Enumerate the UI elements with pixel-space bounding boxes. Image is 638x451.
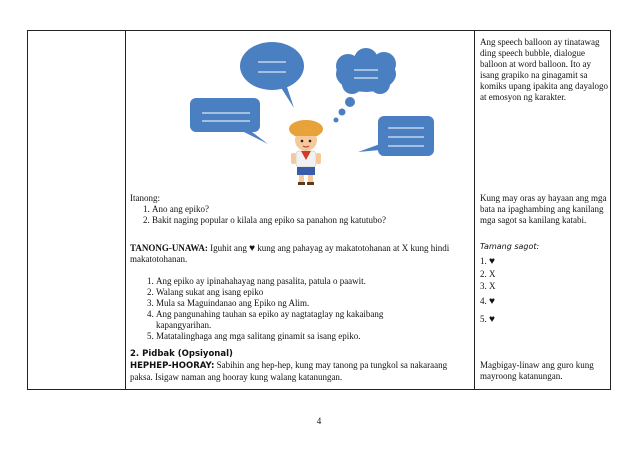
top-bubble-tail [280, 84, 294, 108]
speech-bubble-illustration [188, 36, 448, 196]
tanong-unawa-label: TANONG-UNAWA: [130, 243, 208, 253]
statement-item: 4. Ang pangunahing tauhan sa epiko ay nagtataglay ng kakaibang kapangyarihan. [156, 309, 386, 331]
answer-item: 4. ♥ [480, 296, 495, 307]
pidbak-label: 2. Pidbak (Opsiyonal) [130, 349, 233, 359]
column-divider-1 [125, 31, 126, 389]
speech-balloon-note: Ang speech balloon ay tinatawag ding speech bubble, dialogue balloon at word balloon. Ito ay isang grapiko na ginagamit sa komiks upang ipakita ang dayalogo at emosyon ng karakter. [480, 37, 608, 102]
hephep-label: HEPHEP-HOORAY: [130, 361, 215, 371]
itanong-item: 1. Ano ang epiko? [152, 204, 470, 215]
boy-character [289, 120, 323, 185]
answer-key [480, 241, 608, 326]
tanong-unawa-section [130, 243, 470, 342]
lesson-table [27, 30, 611, 390]
heart-icon: ♥ [489, 314, 495, 325]
left-bubble-tail [244, 132, 268, 144]
heart-icon: ♥ [489, 296, 495, 307]
itanong-section [130, 193, 470, 226]
right-bubble-tail [358, 144, 380, 152]
answer-item: 5. ♥ [480, 314, 495, 325]
answer-item: 2. X [480, 269, 496, 279]
statement-item: 3. Mula sa Maguindanao ang Epiko ng Alim. [156, 298, 470, 309]
heart-icon: ♥ [249, 243, 256, 254]
answer-item: 1. ♥ [480, 256, 495, 267]
statement-item: 2. Walang sukat ang isang epiko [156, 287, 470, 298]
top-oval-bubble [240, 42, 304, 90]
page-number: 4 [316, 416, 322, 426]
statement-item: 1. Ang epiko ay ipinahahayag nang pasalita, patula o paawit. [156, 276, 470, 287]
right-speech-bubble [378, 116, 434, 156]
left-speech-bubble [190, 98, 260, 132]
heart-icon: ♥ [489, 256, 495, 267]
thought-cloud [334, 48, 397, 123]
pidbak-body: HEPHEP-HOORAY: Sabihin ang hep-hep, kung may tanong pa tungkol sa nakaraang paksa. Isigaw naman ang hooray kung walang katanungan. [130, 360, 448, 382]
answer-key-label: Tamang sagot: [480, 242, 540, 251]
column-divider-2 [474, 31, 475, 389]
clarification-note: Magbigay-linaw ang guro kung mayroong katanungan. [480, 360, 594, 381]
pidbak-section [130, 349, 470, 383]
comparison-note: Kung may oras ay hayaan ang mga bata na ipaghambing ang kanilang mga sagot sa kanilang katabi. [480, 193, 607, 225]
answer-item: 3. X [480, 281, 496, 291]
tanong-unawa-instruction: TANONG-UNAWA: Iguhit ang ♥ kung ang pahayag ay makatotohanan at X kung hindi makatotohanan. [130, 243, 450, 264]
statement-item: 5. Matatalinghaga ang mga salitang ginamit sa isang epiko. [156, 331, 470, 342]
itanong-item: 2. Bakit naging popular o kilala ang epiko sa panahon ng katutubo? [152, 215, 470, 226]
itanong-label: Itanong: [130, 193, 160, 203]
